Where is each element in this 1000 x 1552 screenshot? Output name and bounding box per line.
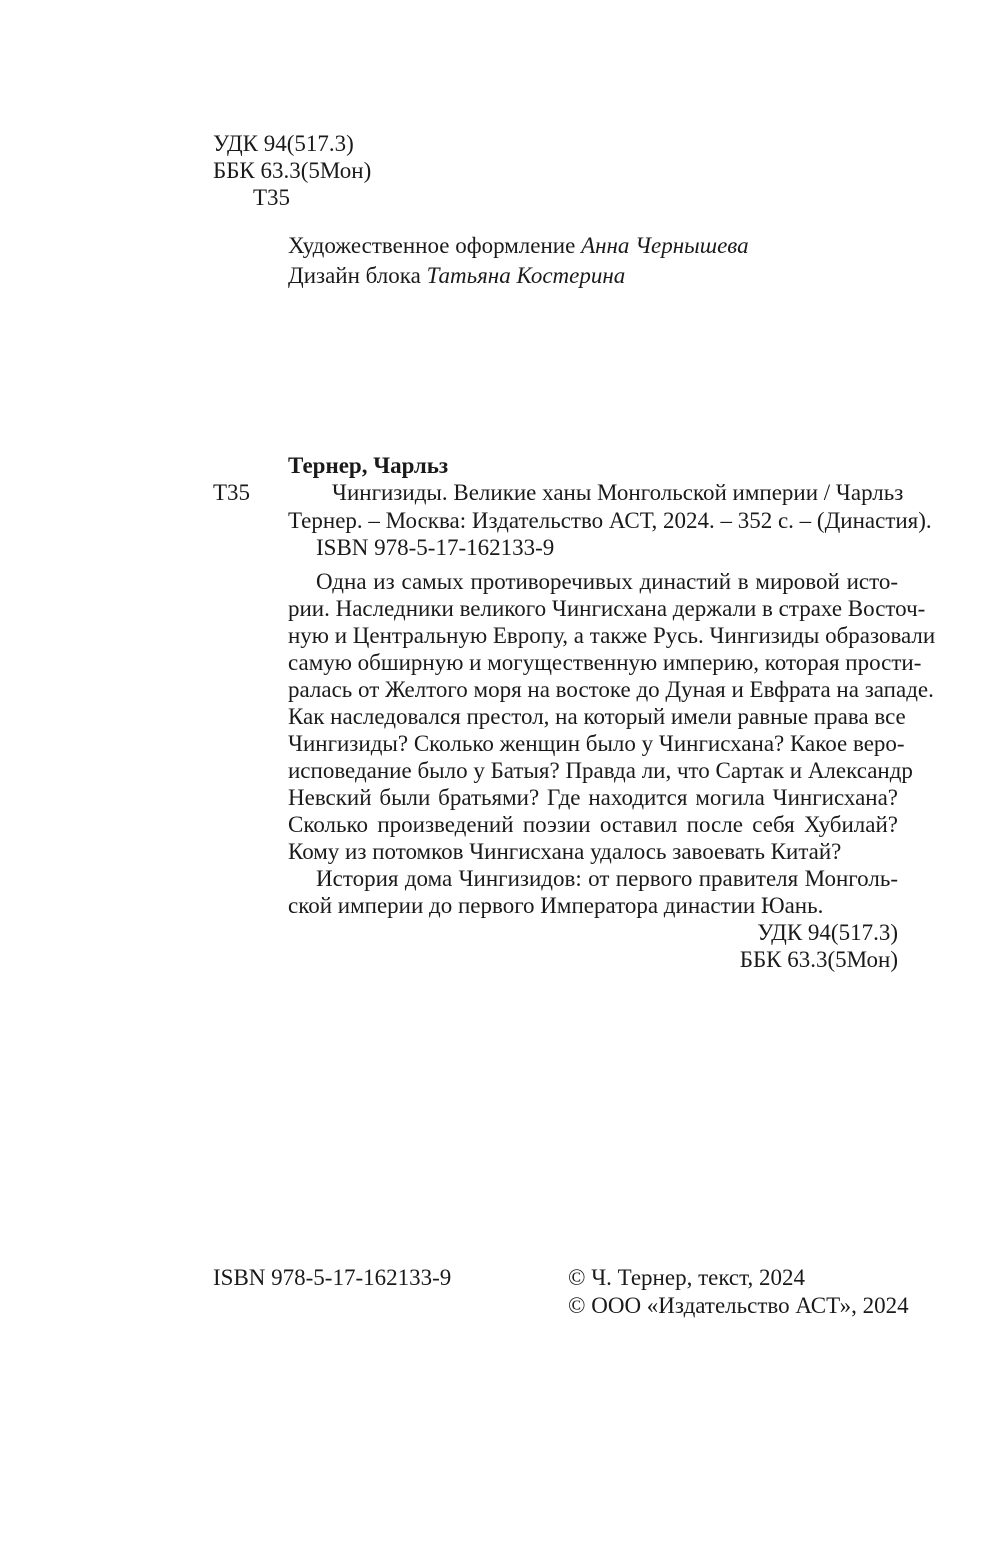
annotation-line: самую обширную и могущественную империю, которая прости- bbox=[288, 650, 922, 675]
annotation-line: ную и Центральную Европу, а также Русь. Чингизиды образовали bbox=[288, 623, 936, 648]
annotation-line: Сколько произведений поэзии оставил после себя Хубилай? bbox=[288, 812, 898, 837]
annotation-line: ралась от Желтого моря на востоке до Дуная и Евфрата на западе. bbox=[288, 677, 934, 702]
credit-layout-name: Татьяна Костерина bbox=[426, 263, 626, 288]
footer-copyright-author: © Ч. Тернер, текст, 2024 bbox=[568, 1265, 805, 1290]
annotation-line: исповедание было у Батыя? Правда ли, что Сартак и Александр bbox=[288, 758, 913, 783]
udk-code: УДК 94(517.3) bbox=[213, 131, 354, 156]
annotation-line: Кому из потомков Чингисхана удалось завоевать Китай? bbox=[288, 839, 842, 864]
credit-art bbox=[288, 230, 749, 261]
record-mark: Т35 bbox=[213, 480, 251, 505]
annotation-line: ской империи до первого Императора династии Юань. bbox=[288, 893, 824, 918]
annotation-bbk: ББК 63.3(5Мон) bbox=[739, 947, 898, 972]
credit-art-label: Художественное оформление bbox=[288, 233, 576, 258]
annotation-line: Чингизиды? Сколько женщин было у Чингисхана? Какое веро- bbox=[288, 731, 905, 756]
footer-isbn: ISBN 978-5-17-162133-9 bbox=[213, 1265, 452, 1290]
annotation-line: История дома Чингизидов: от первого правителя Монголь- bbox=[316, 866, 898, 891]
credit-layout-label: Дизайн блока bbox=[288, 263, 421, 288]
footer-copyright-publisher: © ООО «Издательство АСТ», 2024 bbox=[568, 1293, 909, 1318]
bbk-code: ББК 63.3(5Мон) bbox=[213, 158, 372, 183]
record-author: Тернер, Чарльз bbox=[288, 453, 449, 478]
credit-art-name: Анна Чернышева bbox=[581, 233, 749, 258]
annotation-line: Одна из самых противоречивых династий в мировой исто- bbox=[316, 569, 898, 594]
annotation-line: Невский были братьями? Где находится могила Чингисхана? bbox=[288, 785, 898, 810]
annotation-line: Как наследовался престол, на который имели равные права все bbox=[288, 704, 906, 729]
record-isbn: ISBN 978-5-17-162133-9 bbox=[316, 535, 555, 560]
record-title-line-1: Чингизиды. Великие ханы Монгольской империи / Чарльз bbox=[332, 480, 904, 505]
record-title-line-2: Тернер. – Москва: Издательство АСТ, 2024. – 352 с. – (Династия). bbox=[288, 508, 932, 533]
annotation-line: рии. Наследники великого Чингисхана держали в страхе Восточ- bbox=[288, 596, 926, 621]
author-mark: Т35 bbox=[253, 185, 291, 210]
annotation-udk: УДК 94(517.3) bbox=[757, 920, 898, 945]
credit-layout bbox=[288, 260, 625, 291]
